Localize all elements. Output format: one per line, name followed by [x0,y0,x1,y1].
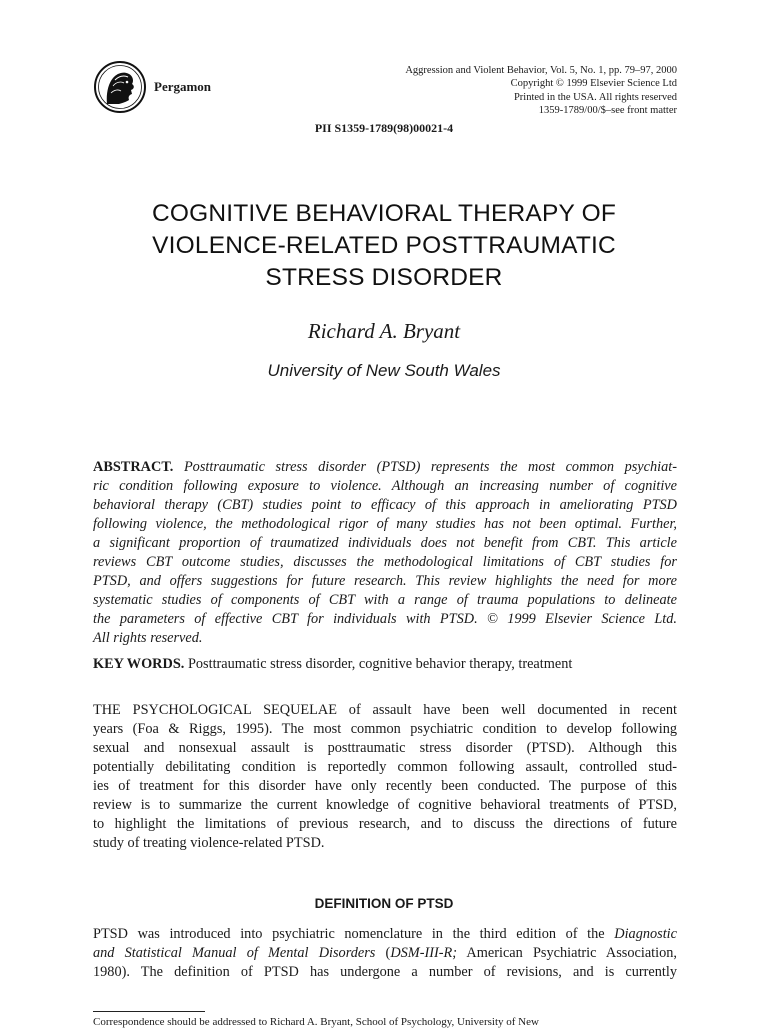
abstract [93,458,677,648]
abstract-line: ric condition following exposure to violence. Although an increasing number of cognitive [93,478,677,494]
title-line: STRESS DISORDER [265,264,503,291]
abstract-text: Posttraumatic stress disorder (PTSD) represents the most common psychiat- [183,459,677,475]
definition-text: American Psychiatric Association, [457,945,677,961]
journal-info [405,64,677,117]
publisher-name: Pergamon [154,79,212,94]
definition-line [93,925,677,944]
abstract-line: All rights reserved. [93,630,203,646]
journal-citation: Aggression and Violent Behavior, Vol. 5, No. 1, pp. 79–97, 2000 [405,65,677,76]
publisher-logo-icon [93,60,147,114]
definition-paragraph [93,925,677,982]
issn-line: 1359-1789/00/$–see front matter [538,104,677,116]
keywords [93,655,677,674]
copyright-line: Copyright © 1999 Elsevier Science Ltd [510,78,677,90]
keywords-line [93,655,677,674]
definition-line: 1980). The definition of PTSD has undergone a number of revisions, and is currently [93,964,677,980]
intro-line: potentially debilitating condition is reportedly common following assault, controlled stud- [93,759,677,775]
abstract-line [93,458,677,477]
abstract-line: the parameters of effective CBT for individuals with PTSD. © 1999 Elsevier Science Ltd. [93,611,677,627]
intro-lead-caps: THE PSYCHOLOGICAL SEQUELAE [93,702,337,718]
definition-text: ( [375,945,391,961]
abstract-label: ABSTRACT. [93,459,174,475]
title-line: COGNITIVE BEHAVIORAL THERAPY OF [151,200,617,227]
author-affiliation: University of New South Wales [267,361,501,380]
intro-line: study of treating violence-related PTSD. [93,835,325,851]
definition-abbrev: DSM-III-R; [390,945,458,961]
footnote-divider [93,1011,205,1012]
intro-line: sexual and nonsexual assault is posttraumatic stress disorder (PTSD). Although this [93,740,677,756]
definition-text: PTSD was introduced into psychiatric nomenclature in the third edition of the [93,926,605,942]
printed-line: Printed in the USA. All rights reserved [513,91,677,103]
abstract-line: behavioral therapy (CBT) studies point to efficacy of this approach in ameliorating PTSD [93,497,677,513]
keywords-label: KEY WORDS. [93,656,185,672]
intro-line: review is to summarize the current knowledge of cognitive behavioral treatments of PTSD, [93,797,677,813]
intro-line: to highlight the limitations of previous research, and to discuss the directions of future [93,816,677,832]
title-line: VIOLENCE-RELATED POSTTRAUMATIC [152,232,616,259]
introduction-paragraph [93,701,677,853]
abstract-line: a significant proportion of traumatized individuals does not benefit from CBT. This article [93,535,677,551]
definition-book-title: and Statistical Manual of Mental Disorders [93,945,376,961]
article-title [90,198,678,294]
intro-lead-text: of assault have been well documented in recent [348,702,677,718]
definition-line [93,944,677,963]
intro-line: years (Foa & Riggs, 1995). The most common psychiatric condition to develop following [93,721,677,737]
author-name: Richard A. Bryant [307,319,461,343]
abstract-line: PTSD, and offers suggestions for future research. This review highlights the need for more [93,573,677,589]
definition-book-title: Diagnostic [614,926,677,942]
keywords-text: Posttraumatic stress disorder, cognitive behavior therapy, treatment [187,656,573,672]
abstract-line: following violence, the methodological rigor of many studies has not been optimal. Further, [93,516,677,532]
intro-line: ies of treatment for this disorder have only recently been conducted. The purpose of this [93,778,677,794]
section-heading: DEFINITION OF PTSD [314,896,454,911]
abstract-line: systematic studies of components of CBT with a range of trauma populations to delineate [93,592,677,608]
footnote: Correspondence should be addressed to Richard A. Bryant, School of Psychology, University of New [93,1016,539,1028]
abstract-line: reviews CBT outcome studies, discusses the methodological limitations of CBT studies for [93,554,677,570]
intro-line [93,701,677,720]
pii-identifier: PII S1359-1789(98)00021-4 [314,121,454,135]
